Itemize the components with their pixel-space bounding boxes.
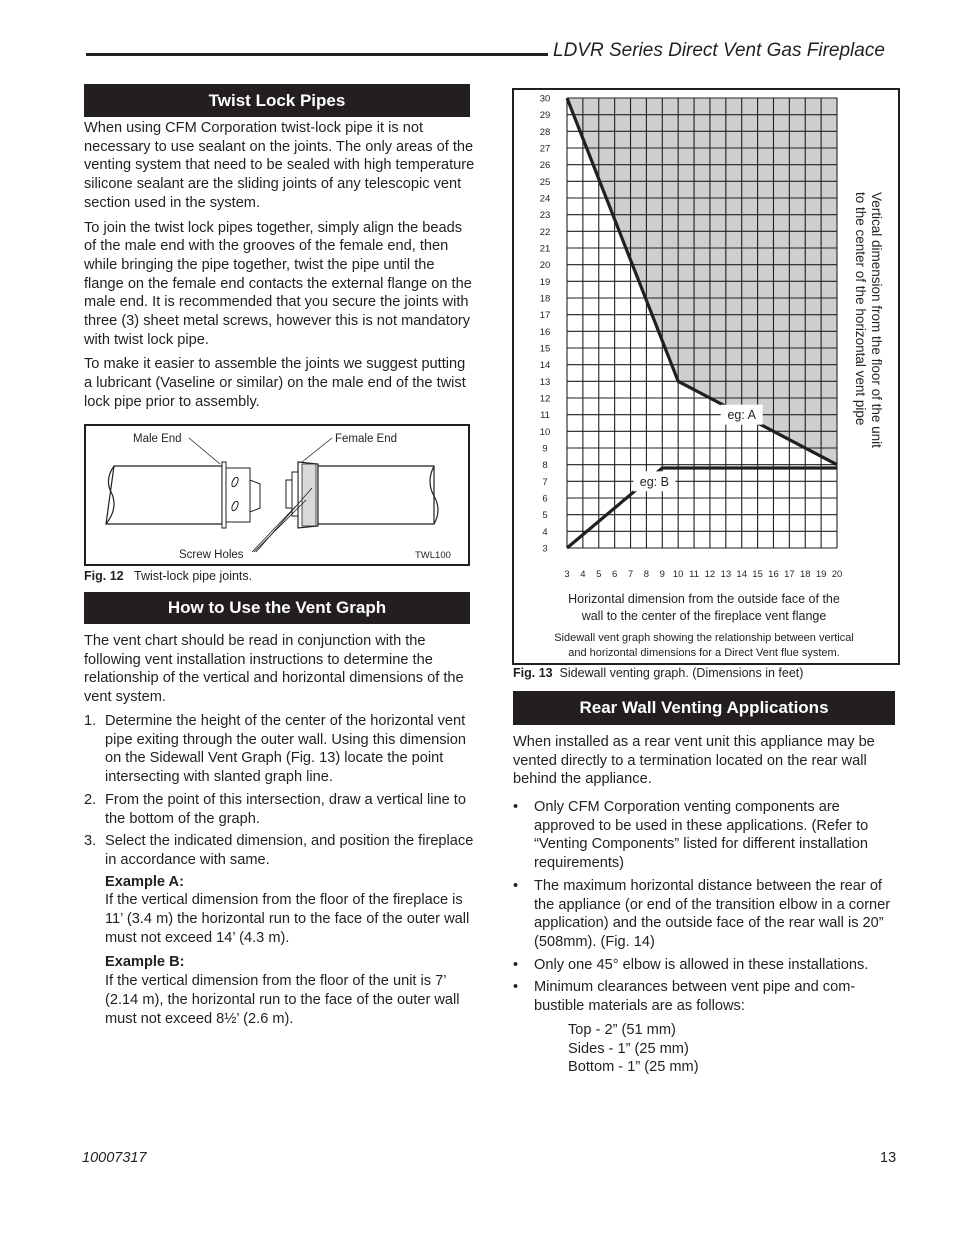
twist-lock-text bbox=[84, 119, 476, 418]
fig12-caption: Fig. 12 Twist-lock pipe joints. bbox=[84, 569, 253, 583]
y-tick-label: 16 bbox=[539, 326, 551, 338]
x-tick-label: 16 bbox=[768, 569, 779, 580]
document-number: 10007317 bbox=[82, 1150, 147, 1166]
y-tick-label: 18 bbox=[539, 293, 551, 305]
vent-graph-heading: How to Use the Vent Graph bbox=[84, 592, 470, 624]
clearance-bottom: Bottom - 1” (25 mm) bbox=[568, 1059, 699, 1076]
y-tick-label: 3 bbox=[542, 543, 548, 555]
y-tick-label: 5 bbox=[542, 510, 548, 522]
y-tick-label: 20 bbox=[539, 260, 551, 272]
y-tick-label: 4 bbox=[542, 526, 548, 538]
x-tick-label: 11 bbox=[689, 569, 699, 580]
x-tick-label: 18 bbox=[799, 569, 811, 580]
y-tick-label: 8 bbox=[542, 460, 548, 472]
fig13-caption: Fig. 13 Sidewall venting graph. (Dimensions in feet) bbox=[513, 666, 804, 680]
y-tick-label: 26 bbox=[539, 160, 551, 172]
female-pipe bbox=[318, 466, 434, 524]
x-tick-label: 10 bbox=[672, 569, 684, 580]
y-tick-label: 19 bbox=[539, 276, 551, 288]
y-tick-label: 7 bbox=[542, 476, 548, 488]
rear-wall-bullets bbox=[513, 798, 898, 1020]
document-title: LDVR Series Direct Vent Gas Fireplace bbox=[553, 40, 885, 61]
male-pipe bbox=[106, 466, 222, 524]
y-tick-label: 12 bbox=[539, 393, 551, 405]
figure-code: TWL100 bbox=[415, 550, 451, 561]
step-2: 2. From the point of this intersection, draw a vertical line to the bottom of the graph. bbox=[84, 791, 466, 827]
y-tick-label: 13 bbox=[539, 376, 551, 388]
x-tick-label: 17 bbox=[784, 569, 795, 580]
x-tick-label: 4 bbox=[580, 569, 586, 580]
sidewall-vent-graph bbox=[512, 88, 900, 665]
x-axis-label-line-2: wall to the center of the fireplace vent flange bbox=[581, 609, 827, 623]
y-tick-label: 15 bbox=[539, 343, 551, 355]
y-tick-label: 9 bbox=[542, 443, 548, 455]
bullet-1: • Only CFM Corporation venting components are approved to be used in these applications. (Refer to “Venting Components” listed for different installation requirements) bbox=[513, 799, 869, 872]
bullet-4: • Minimum clearances between vent pipe and com-bustible materials are as follows: bbox=[513, 979, 856, 1015]
vent-steps bbox=[84, 712, 476, 1032]
twist-paragraph-1: When using CFM Corporation twist-lock pipe it is not necessary to use sealant on the joints. The only areas of the venting system that need to be sealed with high temperature silicone sealant are the sliding joints of any telescopic vent section used in the system. bbox=[84, 120, 475, 211]
rear-wall-intro: When installed as a rear vent unit this appliance may be vented directly to a termination located on the rear wall behind the appliance. bbox=[513, 734, 875, 788]
y-tick-label: 25 bbox=[539, 176, 551, 188]
x-tick-label: 5 bbox=[596, 569, 602, 580]
screw-holes-label: Screw Holes bbox=[179, 549, 244, 561]
twist-lock-heading: Twist Lock Pipes bbox=[84, 84, 470, 117]
x-tick-label: 15 bbox=[752, 569, 763, 580]
x-tick-label: 7 bbox=[627, 569, 634, 580]
header-rule bbox=[86, 53, 548, 56]
twist-lock-pipe-figure bbox=[84, 424, 470, 566]
x-tick-label: 9 bbox=[659, 569, 665, 580]
bullet-3: • Only one 45° elbow is allowed in these installations. bbox=[513, 956, 869, 973]
chart-note-line-2: and horizontal dimensions for a Direct Vent flue system. bbox=[568, 647, 840, 659]
clearance-list bbox=[568, 1021, 699, 1077]
x-tick-label: 3 bbox=[564, 569, 570, 580]
y-tick-label: 27 bbox=[539, 143, 551, 155]
y-tick-label: 21 bbox=[539, 243, 551, 255]
y-tick-label: 23 bbox=[539, 210, 551, 222]
x-tick-label: 14 bbox=[736, 569, 747, 580]
clearance-sides: Sides - 1” (25 mm) bbox=[568, 1040, 689, 1057]
y-axis-label-line-2: to the center of the horizontal vent pipe bbox=[853, 192, 868, 426]
clearance-top: Top - 2” (51 mm) bbox=[568, 1022, 676, 1038]
y-tick-label: 30 bbox=[539, 93, 551, 105]
y-tick-label: 6 bbox=[542, 493, 548, 505]
vent-intro: The vent chart should be read in conjunction with the following vent installation instructions to determine the relationship of the vertical and horizontal dimensions of the vent system. bbox=[84, 633, 464, 706]
y-tick-label: 29 bbox=[539, 110, 551, 122]
step-1: 1. Determine the height of the center of the horizontal vent pipe exiting through the outer wall. Using this dimension on the Sidewall Vent Graph (Fig. 13) locate the point intersecting with slanted graph line. bbox=[84, 713, 466, 786]
y-tick-label: 24 bbox=[539, 193, 551, 205]
example-a: Example A: If the vertical dimension from the floor of the fireplace is 11’ (3.4 m) the horizontal run to the face of the outer wall must not exceed 14’ (4.3 m). bbox=[105, 873, 470, 946]
step-3: 3. Select the indicated dimension, and position the fireplace in accordance with same. Example A: If the vertical dimension from the floor of the fireplace is 11’ (3.4 m) the horizontal run to the face of the outer wall must not exceed 14’ (4.3 m). Example B: If the vertical dimension from the floor of the unit is 7’ (2.14 m), the horizontal run to the face of the outer wall must not exceed 8½’ (2.6 m). bbox=[84, 832, 476, 1028]
bullet-2: • The maximum horizontal distance between the rear of the appliance (or end of the transition elbow in a corner application) and the outside face of the rear wall is 20” (508mm). (Fig. 14) bbox=[513, 877, 891, 950]
chart-note-line-1: Sidewall vent graph showing the relationship between vertical bbox=[554, 632, 854, 644]
y-tick-label: 17 bbox=[539, 310, 551, 322]
y-tick-label: 11 bbox=[540, 410, 550, 422]
y-tick-label: 10 bbox=[539, 426, 551, 438]
x-tick-label: 20 bbox=[831, 569, 843, 580]
page-number: 13 bbox=[880, 1150, 897, 1166]
y-tick-label: 28 bbox=[539, 126, 551, 138]
annotation-label-1: eg: A bbox=[727, 408, 756, 423]
x-tick-label: 12 bbox=[704, 569, 716, 580]
twist-paragraph-2: To join the twist lock pipes together, simply align the beads of the male end with the grooves of the female end, then while bringing the pipe together, twist the pipe until the flange on the female end contacts the external flange on the male end. It is recommended that you secure the joints with three (3) sheet metal screws, however this is not mandatory with twist lock pipe. bbox=[84, 219, 472, 348]
y-tick-label: 22 bbox=[539, 226, 551, 238]
twist-paragraph-3: To make it easier to assemble the joints we suggest putting a lubricant (Vaseline or similar) on the male end of the twist lock pipe prior to assembly. bbox=[84, 356, 466, 410]
x-tick-label: 6 bbox=[611, 569, 618, 580]
female-end-label: Female End bbox=[335, 433, 398, 445]
annotation-label-2: eg: B bbox=[639, 474, 669, 489]
y-tick-label: 14 bbox=[539, 360, 551, 372]
x-tick-label: 13 bbox=[720, 569, 732, 580]
male-end-label: Male End bbox=[133, 433, 182, 445]
example-b: Example B: If the vertical dimension from the floor of the unit is 7’ (2.14 m), the horizontal run to the face of the outer wall must not exceed 8½’ (2.6 m). bbox=[105, 954, 460, 1027]
x-tick-label: 19 bbox=[815, 569, 827, 580]
y-axis-label-line-1: Vertical dimension from the floor of the unit bbox=[869, 192, 884, 448]
rear-wall-heading: Rear Wall Venting Applications bbox=[513, 691, 895, 725]
x-tick-label: 8 bbox=[643, 569, 650, 580]
x-axis-label-line-1: Horizontal dimension from the outside face of the bbox=[568, 592, 840, 606]
